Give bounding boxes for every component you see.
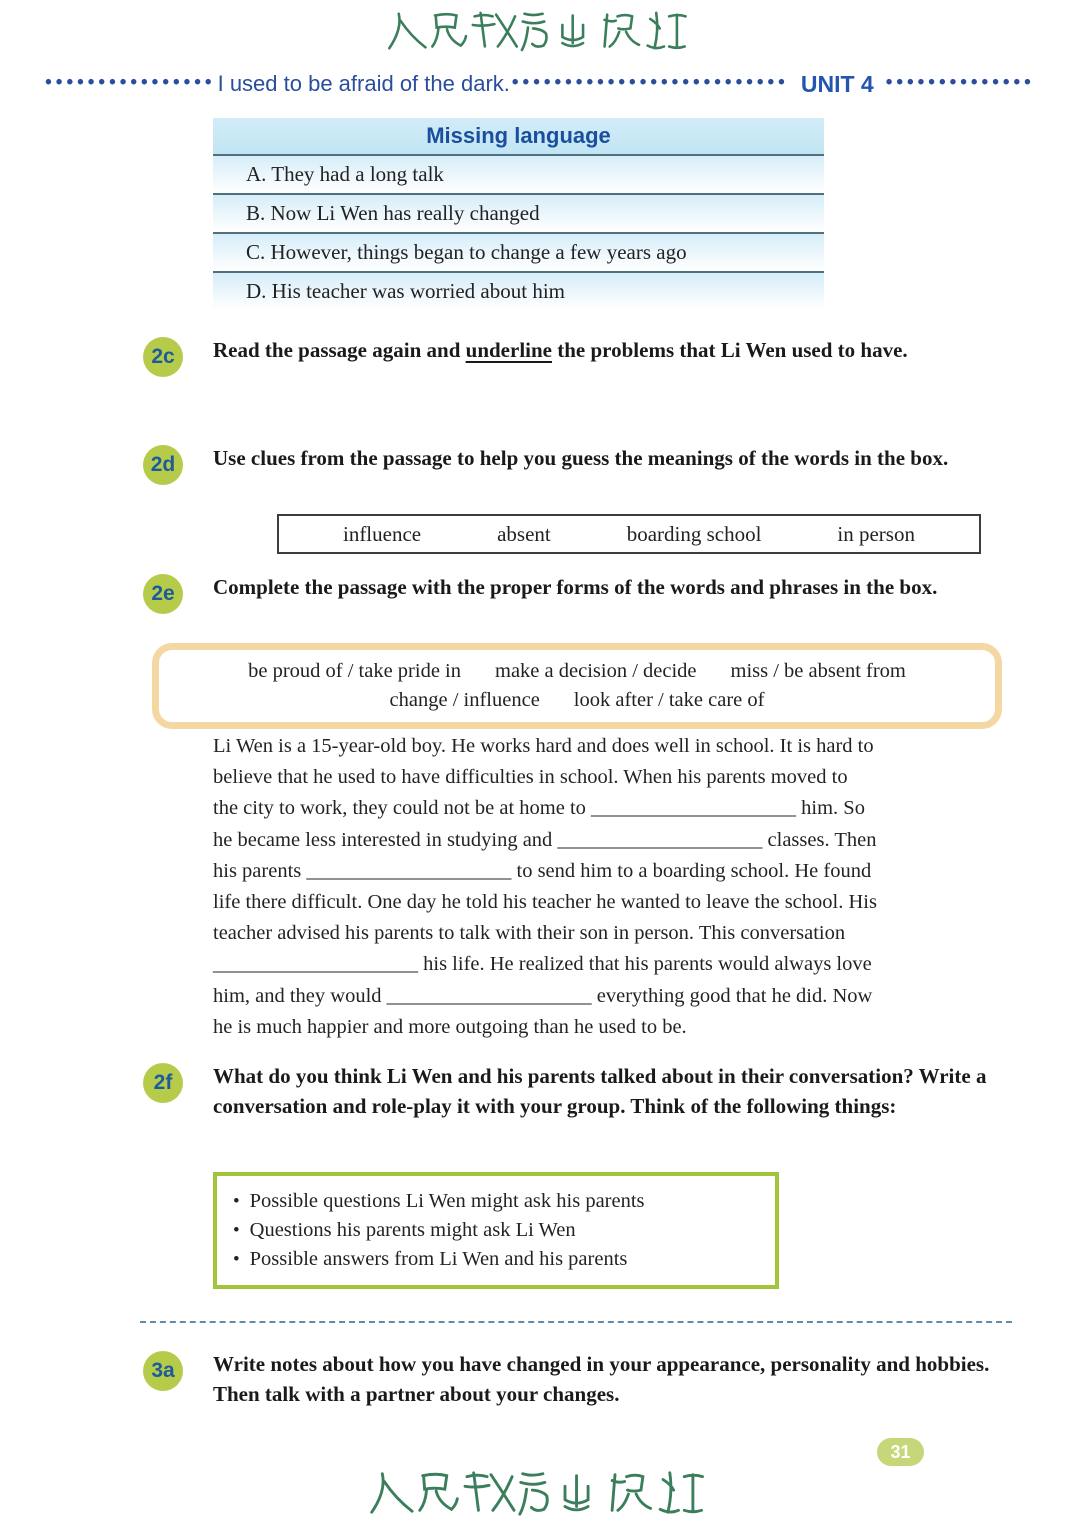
page-number-badge: 31 bbox=[877, 1438, 924, 1466]
publisher-logo-text bbox=[385, 54, 386, 55]
header-dots-mid: •••••••••••••••••••••••••• bbox=[511, 71, 789, 93]
passage-line: the city to work, they could not be at home to ____________________ him. So bbox=[213, 797, 865, 820]
table-row-c: C. However, things began to change a few years ago bbox=[213, 232, 824, 271]
list-item bbox=[233, 1245, 765, 1274]
table-row-b: B. Now Li Wen has really changed bbox=[213, 193, 824, 232]
bullet-text: • Possible questions Li Wen might ask his parents bbox=[249, 1190, 645, 1212]
discussion-points-box bbox=[213, 1172, 779, 1289]
phrase-item: miss / be absent from bbox=[730, 660, 906, 682]
activity-2c-text-before: Read the passage again and bbox=[213, 338, 466, 362]
activity-badge-2e: 2e bbox=[143, 574, 183, 614]
word-item: in person bbox=[837, 521, 915, 546]
header-dots-right: •••••••••••••• bbox=[885, 71, 1035, 93]
passage-line: teacher advised his parents to talk with their son in person. This conversation bbox=[213, 922, 846, 945]
publisher-logo-calligraphy-icon bbox=[385, 8, 695, 54]
section-divider bbox=[140, 1321, 1012, 1323]
activity-2f-instruction: What do you think Li Wen and his parents talked about in their conversation? Write a conversation and role-play it with your group. Think of the following things: bbox=[213, 1064, 987, 1118]
activity-badge-3a: 3a bbox=[143, 1351, 183, 1391]
passage-line: him, and they would ____________________ everything good that he did. Now bbox=[213, 984, 873, 1007]
list-item bbox=[233, 1187, 765, 1216]
missing-language-table-header: Missing language bbox=[213, 118, 824, 154]
phrase-item: look after / take care of bbox=[573, 689, 765, 711]
activity-2c-text-after: the problems that Li Wen used to have. bbox=[552, 338, 908, 362]
passage-line: he became less interested in studying and ____________________ classes. Then bbox=[213, 828, 877, 851]
phrase-bank-box bbox=[152, 643, 1002, 729]
publisher-logo-text bbox=[355, 1518, 356, 1519]
passage-line: ____________________ his life. He realized that his parents would always love bbox=[213, 953, 872, 976]
word-item: boarding school bbox=[626, 521, 762, 546]
phrase-item: be proud of / take pride in bbox=[248, 660, 462, 682]
phrase-item: make a decision / decide bbox=[495, 660, 697, 682]
phrase-row bbox=[231, 657, 923, 686]
bullet-text: • Possible answers from Li Wen and his parents bbox=[249, 1248, 628, 1270]
missing-language-table bbox=[213, 118, 824, 310]
cloze-passage bbox=[213, 731, 1003, 1043]
publisher-logo-calligraphy-icon bbox=[355, 1468, 725, 1518]
phrase-item: change / influence bbox=[389, 689, 540, 711]
activity-3a-instruction: Write notes about how you have changed in your appearance, personality and hobbies. Then talk with a partner about your changes. bbox=[213, 1352, 990, 1406]
passage-line: Li Wen is a 15-year-old boy. He works hard and does well in school. It is hard to bbox=[213, 735, 874, 757]
passage-line: believe that he used to have difficulties in school. When his parents moved to bbox=[213, 766, 848, 789]
header-dots-left: •••••••••••••••• bbox=[45, 71, 216, 93]
activity-badge-2f: 2f bbox=[143, 1063, 183, 1103]
unit-label: UNIT 4 bbox=[800, 70, 874, 97]
list-item bbox=[233, 1216, 765, 1245]
phrase-row bbox=[373, 686, 782, 715]
activity-2c-instruction bbox=[213, 336, 991, 366]
page-title: I used to be afraid of the dark. bbox=[217, 71, 510, 96]
publisher-logo-bottom bbox=[355, 1468, 725, 1518]
activity-2e-instruction: Complete the passage with the proper forms of the words and phrases in the box. bbox=[213, 575, 938, 599]
word-item: influence bbox=[342, 521, 422, 546]
word-item: absent bbox=[497, 521, 551, 546]
passage-line: his parents ____________________ to send him to a boarding school. He found bbox=[213, 859, 872, 882]
activity-badge-2c: 2c bbox=[143, 337, 183, 377]
activity-2c-underlined-word: underline bbox=[465, 338, 552, 362]
bullet-text: • Questions his parents might ask Li Wen bbox=[249, 1219, 576, 1241]
table-row-a: A. They had a long talk bbox=[213, 154, 824, 193]
passage-line: he is much happier and more outgoing than he used to be. bbox=[213, 1015, 687, 1038]
activity-2d-instruction: Use clues from the passage to help you guess the meanings of the words in the box. bbox=[213, 446, 949, 470]
table-row-d: D. His teacher was worried about him bbox=[213, 271, 824, 310]
passage-line: life there difficult. One day he told his teacher he wanted to leave the school. His bbox=[213, 891, 877, 914]
vocabulary-word-box bbox=[277, 514, 981, 554]
page-header bbox=[0, 66, 1080, 102]
publisher-logo-top bbox=[385, 8, 695, 54]
activity-badge-2d: 2d bbox=[143, 445, 183, 485]
